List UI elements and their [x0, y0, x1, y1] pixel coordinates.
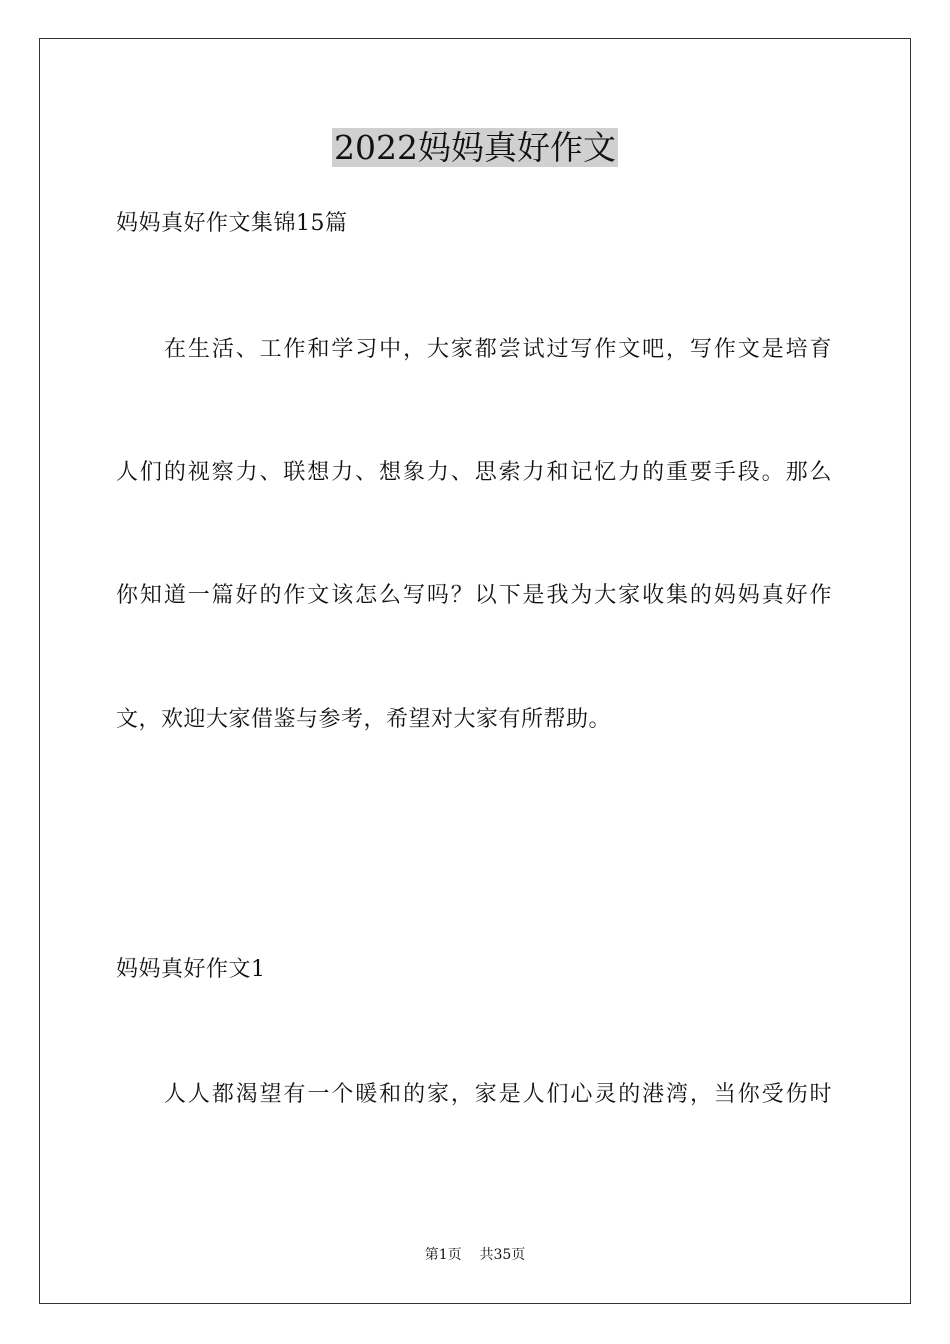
document-title — [0, 126, 950, 170]
document-title-text: 2022妈妈真好作文 — [334, 128, 616, 167]
section-heading: 妈妈真好作文1 — [116, 957, 266, 982]
intro-line-1: 在生活、工作和学习中，大家都尝试过写作文吧，写作文是培育 — [164, 337, 832, 362]
intro-line-2: 人们的视察力、联想力、想象力、思索力和记忆力的重要手段。那么 — [116, 460, 832, 485]
page-footer: 第1页 共35页 — [424, 1247, 526, 1263]
intro-line-3: 你知道一篇好的作文该怎么写吗？以下是我为大家收集的妈妈真好作 — [116, 583, 832, 608]
section-first-line: 人人都渴望有一个暖和的家，家是人们心灵的港湾，当你受伤时 — [164, 1082, 832, 1107]
intro-line-4: 文，欢迎大家借鉴与参考，希望对大家有所帮助。 — [116, 707, 612, 732]
document-subtitle: 妈妈真好作文集锦15篇 — [116, 211, 348, 236]
